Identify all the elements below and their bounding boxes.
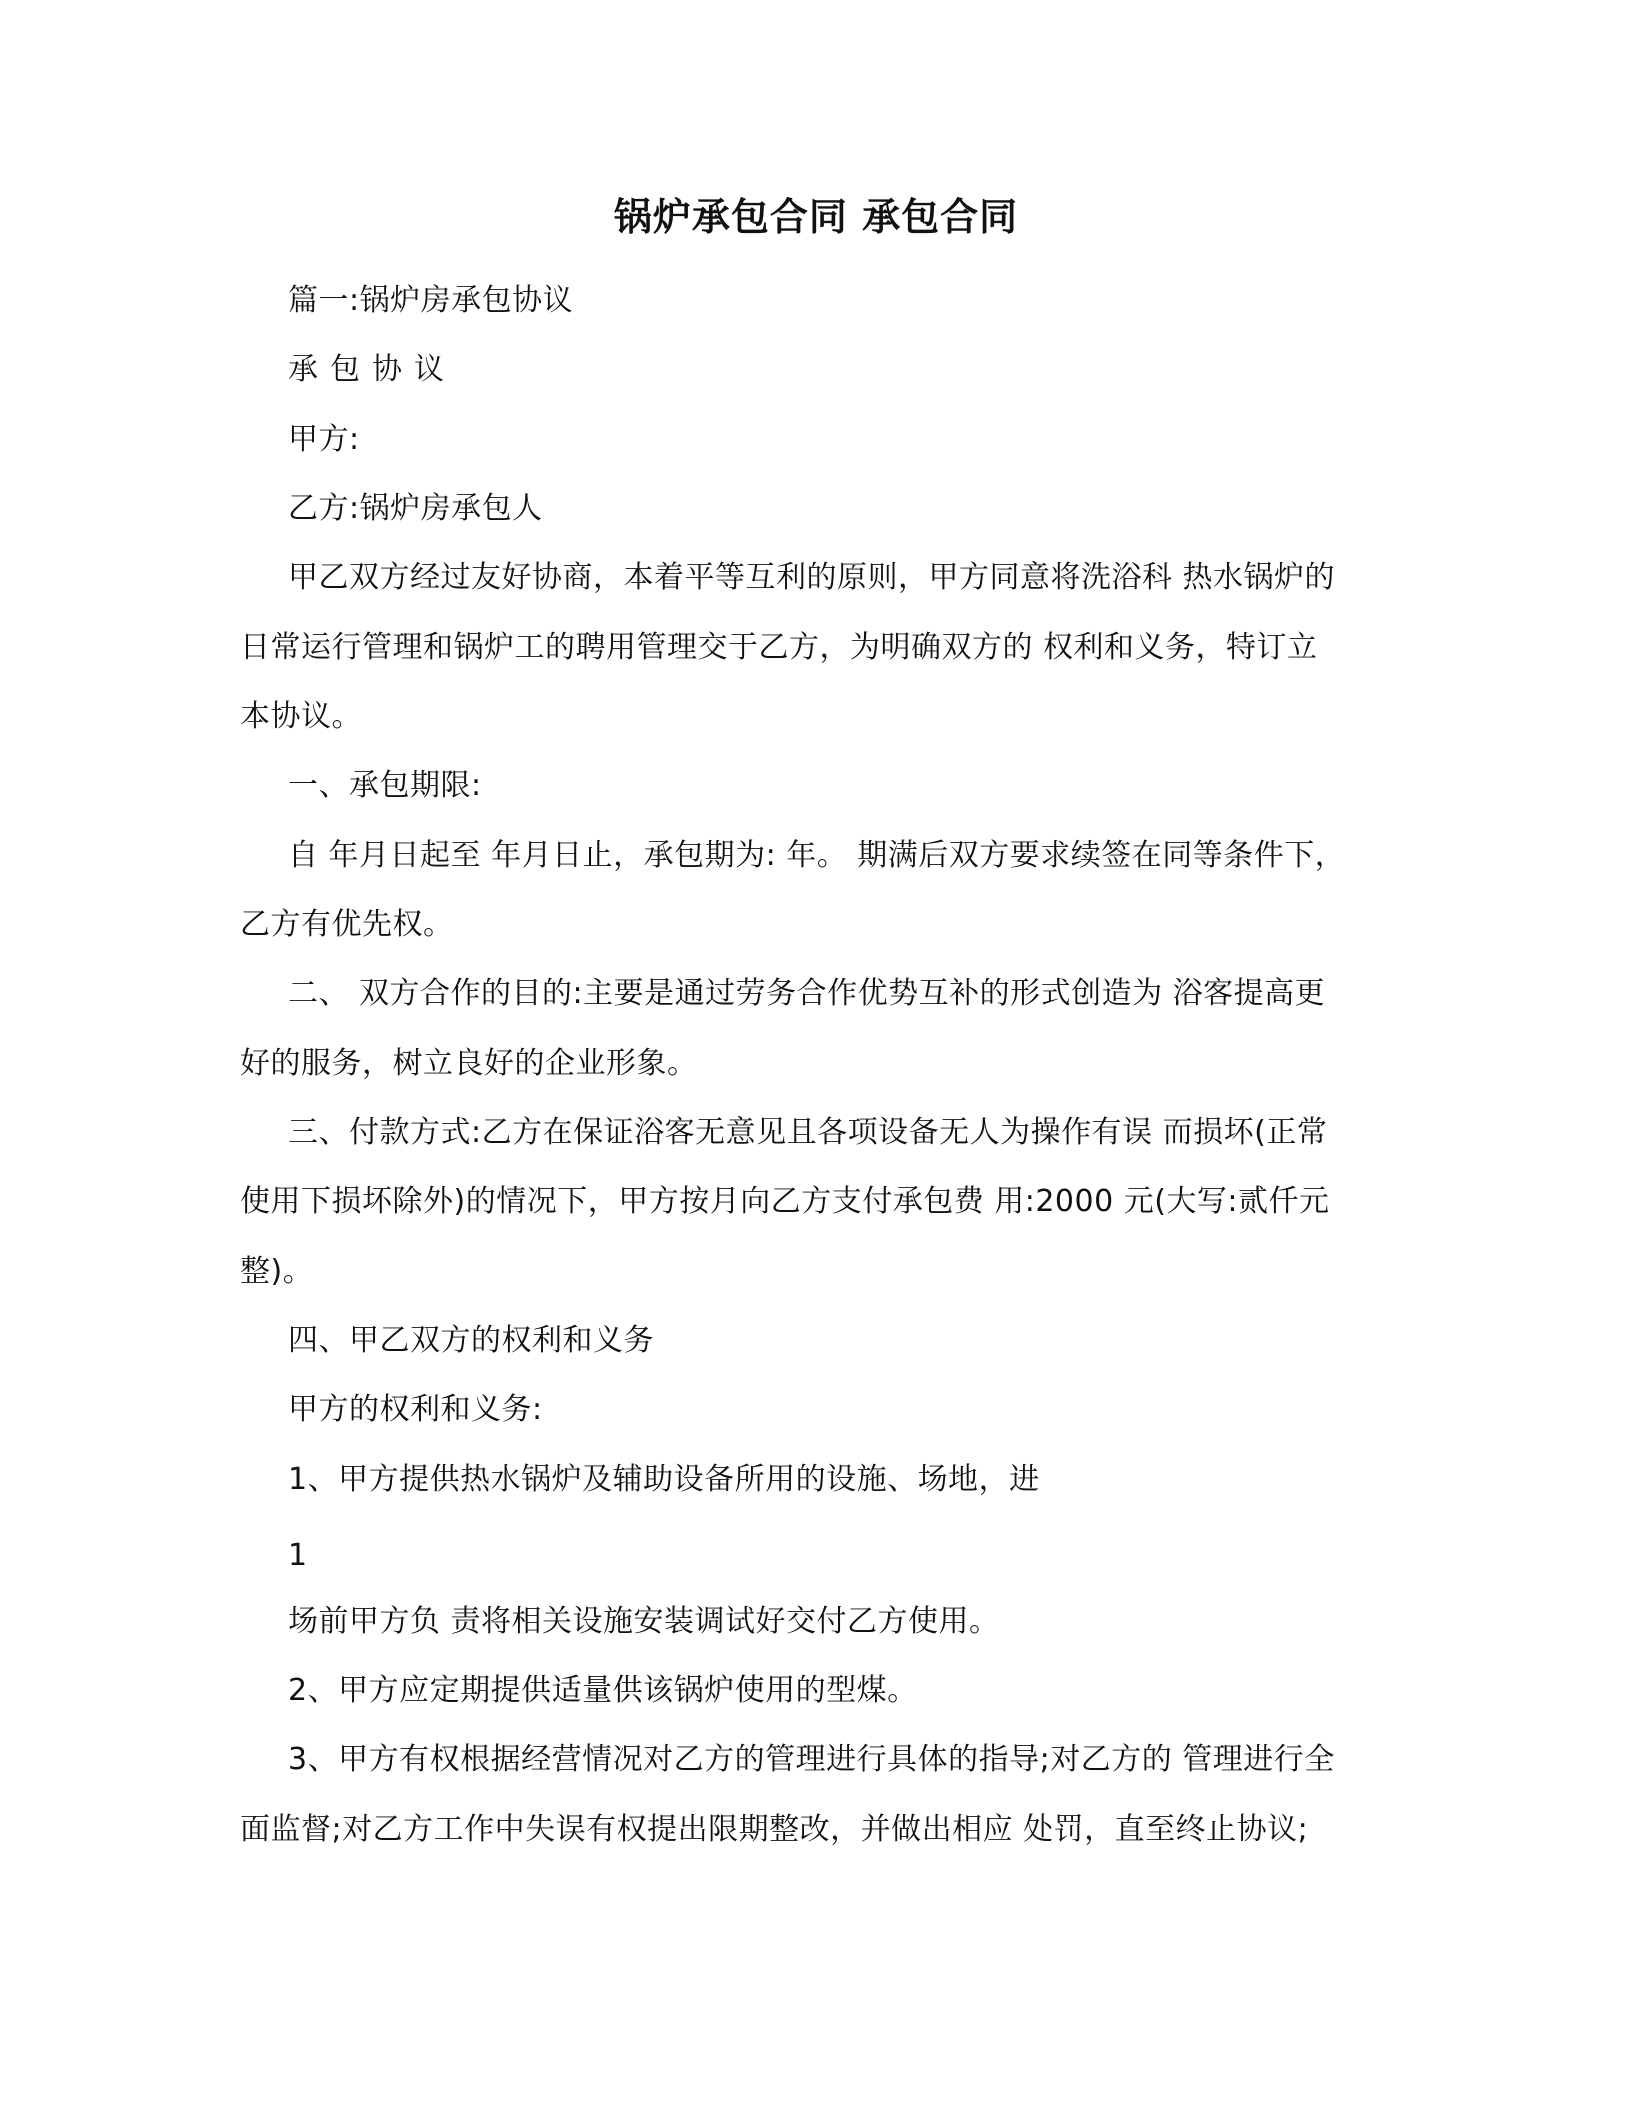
list-item: 场前甲方负 责将相关设施安装调试好交付乙方使用。	[288, 1604, 1000, 1639]
list-item: 1、甲方提供热水锅炉及辅助设备所用的设施、场地，进	[288, 1462, 1040, 1497]
list-item: 3、甲方有权根据经营情况对乙方的管理进行具体的指导;对乙方的 管理进行全	[288, 1742, 1335, 1777]
paragraph-line: 整)。	[240, 1254, 314, 1289]
paragraph-line: 日常运行管理和锅炉工的聘用管理交于乙方，为明确双方的 权利和义务，特订立	[240, 630, 1318, 665]
paragraph-line: 甲乙双方经过友好协商，本着平等互利的原则，甲方同意将洗浴科 热水锅炉的	[288, 560, 1336, 595]
sub-heading: 甲方的权利和义务:	[288, 1392, 543, 1427]
list-item: 面监督;对乙方工作中失误有权提出限期整改，并做出相应 处罚，直至终止协议;	[240, 1812, 1309, 1847]
party-b-line: 乙方:锅炉房承包人	[288, 491, 543, 526]
clause-heading: 四、甲乙双方的权利和义务	[288, 1323, 654, 1358]
paragraph-line: 自 年月日起至 年月日止，承包期为: 年。 期满后双方要求续签在同等条件下，	[288, 838, 1346, 873]
list-item: 2、甲方应定期提供适量供该锅炉使用的型煤。	[288, 1673, 918, 1708]
clause-heading: 一、承包期限:	[288, 768, 482, 803]
page-number: 1	[288, 1538, 308, 1573]
party-a-line: 甲方:	[288, 422, 360, 457]
paragraph-line: 好的服务，树立良好的企业形象。	[240, 1046, 698, 1081]
paragraph-line: 三、付款方式:乙方在保证浴客无意见且各项设备无人为操作有误 而损坏(正常	[288, 1115, 1328, 1150]
paragraph-line: 乙方有优先权。	[240, 907, 454, 942]
agreement-heading: 承包协议	[288, 352, 456, 387]
paragraph-line: 二、 双方合作的目的:主要是通过劳务合作优势互补的形式创造为 浴客提高更	[288, 976, 1326, 1011]
paragraph-line: 本协议。	[240, 699, 362, 734]
section-heading: 篇一:锅炉房承包协议	[288, 283, 574, 318]
document-title: 锅炉承包合同 承包合同	[613, 195, 1019, 239]
paragraph-line: 使用下损坏除外)的情况下，甲方按月向乙方支付承包费 用:2000 元(大写:贰仟元	[240, 1184, 1330, 1219]
